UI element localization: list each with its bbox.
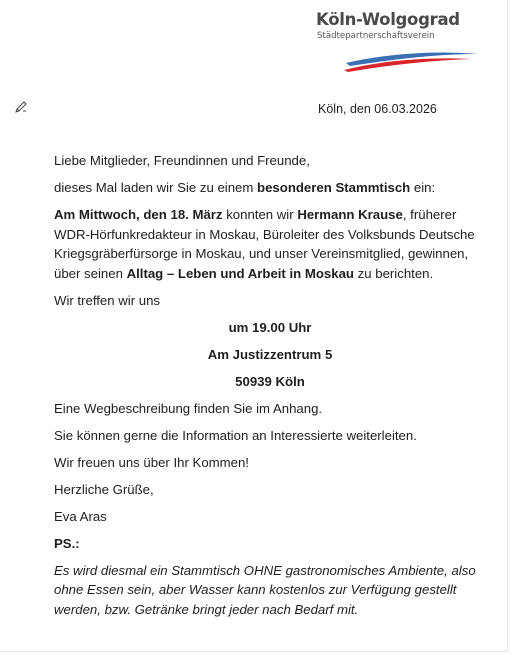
ps-label bbox=[54, 534, 486, 554]
forward-note: Sie können gerne die Information an Interessierte weiterleiten. bbox=[54, 427, 417, 443]
invite-pre: dieses Mal laden wir Sie zu einem bbox=[54, 180, 258, 195]
invite-line bbox=[54, 178, 486, 198]
looking-forward: Wir freuen uns über Ihr Kommen! bbox=[54, 454, 249, 470]
speaker-name: Hermann Krause bbox=[297, 207, 403, 222]
directions-note: Eine Wegbeschreibung finden Sie im Anhang. bbox=[54, 400, 323, 416]
announcement-text-3: zu berichten. bbox=[353, 265, 434, 281]
meet-intro: Wir treffen wir uns bbox=[54, 292, 161, 308]
talk-topic: Alltag – Leben und Arbeit in Moskau bbox=[126, 265, 354, 281]
event-date: Am Mittwoch, den 18. März bbox=[54, 207, 223, 222]
event-street: Am Justizzentrum 5 bbox=[207, 346, 333, 362]
ps-note: Es wird diesmal ein Stammtisch OHNE gastronomisches Ambiente, also ohne Essen sein, aber Wasser kann kostenlos zur Verfügung gestellt werden, bzw. Getränke bringt jeder nach Bedarf mit. bbox=[54, 562, 476, 617]
date-line: Köln, den 06.03.2026 bbox=[318, 102, 437, 116]
invite-post: ein: bbox=[410, 180, 436, 195]
event-city: 50939 Köln bbox=[235, 373, 305, 389]
logo-swoosh bbox=[344, 50, 480, 72]
announcement-text-2: , früherer WDR-Hörfunkredakteur in Moskau, Büroleiter des Volksbunds Deutsche Kriegsgräberfürsorge in Moskau, und unser Vereinsmitglied, gewinnen, über seinen bbox=[54, 207, 475, 281]
logo-subtitle: Städtepartnerschaftsverein bbox=[317, 31, 435, 41]
ps-label-text: PS.: bbox=[54, 535, 80, 551]
logo-title: Köln-Wolgograd bbox=[316, 10, 460, 29]
announcement-paragraph bbox=[54, 205, 486, 283]
greeting: Liebe Mitglieder, Freundinnen und Freunde, bbox=[54, 153, 310, 168]
letter-body bbox=[54, 151, 486, 619]
announcement-text-1: konnten wir bbox=[222, 207, 298, 222]
invite-bold: besonderen Stammtisch bbox=[257, 180, 411, 195]
closing: Herzliche Grüße, bbox=[54, 481, 154, 497]
event-time: um 19.00 Uhr bbox=[228, 319, 312, 335]
pen-edit-icon[interactable] bbox=[14, 100, 28, 114]
club-logo bbox=[316, 10, 486, 72]
signature: Eva Aras bbox=[54, 508, 107, 524]
